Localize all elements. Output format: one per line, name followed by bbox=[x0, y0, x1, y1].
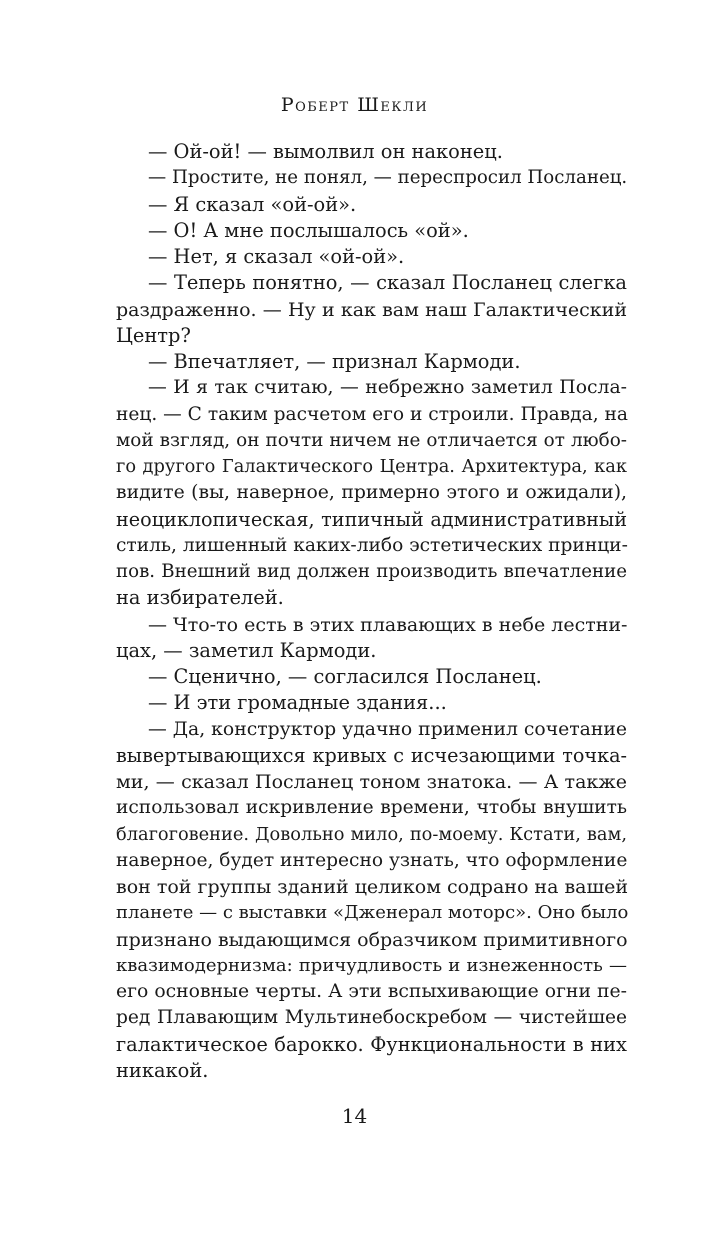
text-line: — Сценично, — согласился Посланец. bbox=[148, 665, 542, 688]
text-line: наверное, будет интересно узнать, что оформление bbox=[116, 849, 628, 871]
text-line: планете — с выставки «Дженерал моторс». Оно было bbox=[116, 902, 629, 924]
text-line: видите (вы, наверное, примерно этого и ожидали), bbox=[116, 482, 627, 504]
text-line: вывертывающихся кривых с исчезающими точка- bbox=[116, 743, 627, 767]
text-line: — И эти громадные здания... bbox=[148, 691, 447, 715]
text-line: — Я сказал «ой-ой». bbox=[148, 192, 357, 216]
text-line: пов. Внешний вид должен производить впечатление bbox=[116, 561, 627, 582]
running-head: Роберт Шекли bbox=[280, 94, 429, 116]
body-text bbox=[116, 139, 627, 1084]
text-line: мой взгляд, он почти ничем не отличается от любо- bbox=[116, 429, 627, 451]
text-line: нец. — С таким расчетом его и строили. Правда, на bbox=[116, 403, 628, 425]
text-line: квазимодернизма: причудливость и изнеженность — bbox=[116, 954, 627, 976]
text-line: го другого Галактического Центра. Архитектура, как bbox=[116, 456, 627, 477]
text-line: — И я так считаю, — небрежно заметил Посла- bbox=[148, 377, 627, 399]
text-line: его основные черты. А эти вспыхивающие огни пе- bbox=[116, 981, 627, 1002]
text-line: — Простите, не понял, — переспросил Посланец. bbox=[148, 167, 628, 189]
text-line: — Впечатляет, — признал Кармоди. bbox=[148, 350, 521, 373]
text-line: ми, — сказал Посланец тоном знатока. — А также bbox=[116, 771, 627, 793]
text-line: благоговение. Довольно мило, по-моему. Кстати, вам, bbox=[116, 823, 627, 845]
text-line: Центр? bbox=[116, 323, 191, 347]
text-line: — Ой-ой! — вымолвил он наконец. bbox=[148, 140, 503, 163]
text-line: — Теперь понятно, — сказал Посланец слегка bbox=[148, 271, 627, 295]
text-line: раздраженно. — Ну и как вам наш Галактический bbox=[116, 298, 627, 321]
text-line: — Нет, я сказал «ой-ой». bbox=[148, 245, 405, 268]
text-line: вон той группы зданий целиком содрано на вашей bbox=[116, 876, 629, 898]
text-line: ред Плавающим Мультинебоскребом — чистейшее bbox=[116, 1007, 627, 1029]
text-line: использовал искривление времени, чтобы внушить bbox=[116, 797, 627, 819]
text-line: на избирателей. bbox=[116, 586, 284, 610]
text-line: — О! А мне послышалось «ой». bbox=[148, 218, 469, 242]
text-line: признано выдающимся образчиком примитивного bbox=[116, 928, 628, 951]
text-line: неоциклопическая, типичный административный bbox=[116, 507, 627, 531]
text-line: — Да, конструктор удачно применил сочетание bbox=[148, 718, 627, 740]
text-line: — Что-то есть в этих плавающих в небе лестни- bbox=[148, 613, 628, 636]
text-line: никакой. bbox=[116, 1058, 209, 1082]
text-line: стиль, лишенный каких-либо эстетических принци- bbox=[116, 534, 628, 556]
text-line: галактическое барокко. Функциональности в них bbox=[116, 1032, 627, 1056]
text-line: цах, — заметил Кармоди. bbox=[116, 638, 377, 662]
page-number: 14 bbox=[341, 1104, 368, 1128]
